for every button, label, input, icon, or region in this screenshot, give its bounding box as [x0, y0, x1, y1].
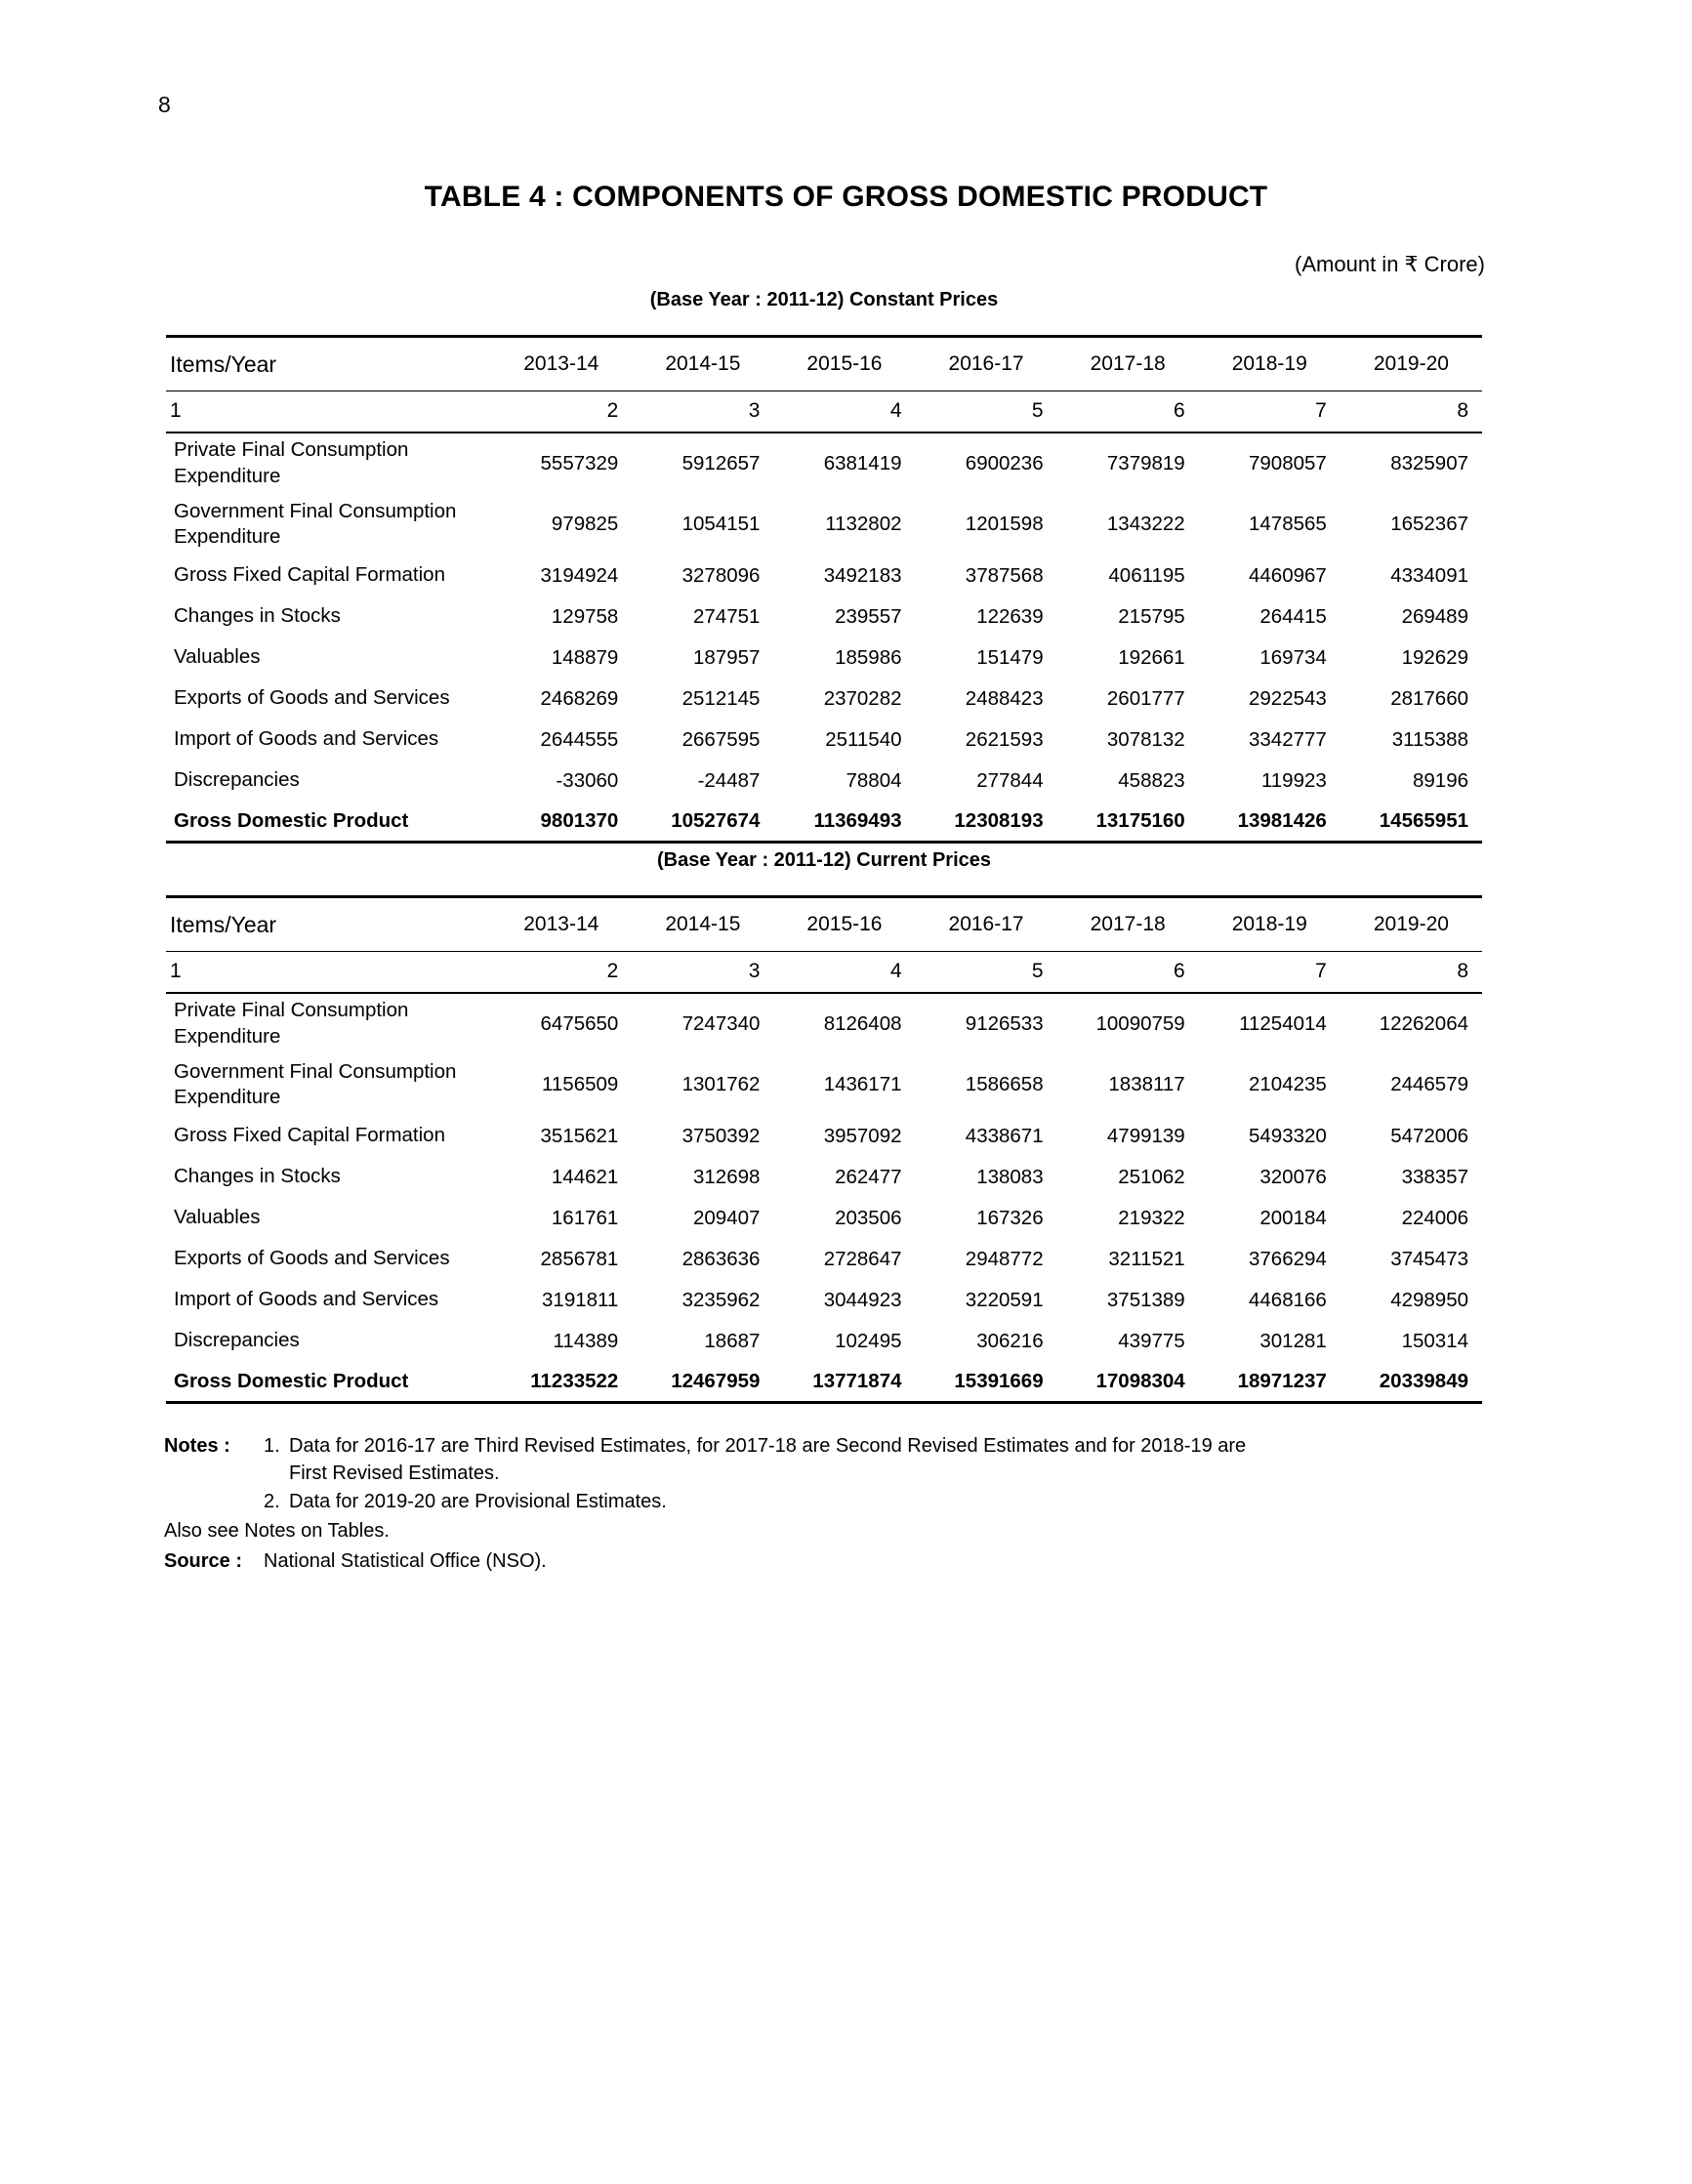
- data-cell: 13771874: [773, 1362, 915, 1403]
- data-cell: 2856781: [540, 1247, 619, 1270]
- data-cell: 169734: [1259, 645, 1327, 669]
- row-label: Import of Goods and Services: [174, 1288, 439, 1311]
- data-cell: 3492183: [823, 563, 902, 587]
- table-row: [166, 597, 1482, 638]
- column-number-1: 1: [166, 952, 490, 993]
- note-marker: 2.: [264, 1490, 280, 1512]
- data-cell: 4338671: [965, 1124, 1044, 1147]
- amount-unit-label: (Amount in ₹ Crore): [1295, 252, 1485, 276]
- data-cell: 12467959: [632, 1362, 773, 1403]
- data-cell: 3342777: [1248, 727, 1327, 751]
- gdp-table-constant-prices: [166, 335, 1482, 844]
- note-marker: 1.: [264, 1435, 280, 1457]
- column-header-year-2014-15: 2014-15: [632, 337, 773, 391]
- data-cell: 20339849: [1341, 1362, 1482, 1403]
- data-cell: 89196: [1412, 768, 1468, 792]
- data-cell: 1156509: [542, 1073, 619, 1095]
- data-cell: 2601777: [1106, 686, 1185, 710]
- data-cell: 3220591: [965, 1288, 1044, 1311]
- column-header-year-2018-19: 2018-19: [1199, 337, 1341, 391]
- data-cell: 1343222: [1106, 513, 1185, 535]
- row-label: Import of Goods and Services: [174, 727, 439, 751]
- gdp-table-current-prices: [166, 895, 1482, 1404]
- column-header-year-2015-16: 2015-16: [773, 337, 915, 391]
- data-cell: 161761: [551, 1206, 619, 1229]
- data-cell: -24487: [697, 768, 761, 792]
- column-number-5: 5: [916, 391, 1057, 433]
- data-cell: 3515621: [540, 1124, 619, 1147]
- column-number-7: 7: [1199, 952, 1341, 993]
- data-cell: 8126408: [823, 1011, 902, 1035]
- data-cell: 6900236: [965, 451, 1044, 474]
- data-cell: 2728647: [823, 1247, 902, 1270]
- column-header-year-2017-18: 2017-18: [1057, 897, 1199, 952]
- row-label: Gross Fixed Capital Formation: [174, 1124, 445, 1147]
- note-item: [264, 1432, 1492, 1460]
- data-cell: 338357: [1401, 1165, 1468, 1188]
- column-number-8: 8: [1341, 391, 1482, 433]
- data-cell: 320076: [1259, 1165, 1327, 1188]
- data-cell: 11254014: [1239, 1011, 1327, 1035]
- note-text: Data for 2016-17 are Third Revised Estimates, for 2017-18 are Second Revised Estimates and for 2018-19 are: [289, 1435, 1247, 1457]
- data-cell: 251062: [1118, 1165, 1185, 1188]
- column-header-year-2016-17: 2016-17: [916, 337, 1057, 391]
- data-cell: 122639: [976, 604, 1044, 628]
- data-cell: 2817660: [1390, 686, 1468, 710]
- page-title: TABLE 4 : COMPONENTS OF GROSS DOMESTIC PRODUCT: [424, 181, 1268, 213]
- data-cell: 10527674: [632, 802, 773, 843]
- data-cell: 167326: [976, 1206, 1044, 1229]
- data-cell: 2511540: [825, 727, 902, 751]
- row-label: Valuables: [174, 645, 261, 669]
- data-cell: 5493320: [1248, 1124, 1327, 1147]
- notes-block: [164, 1432, 1492, 1515]
- data-cell: 458823: [1118, 768, 1185, 792]
- table-header-years: [166, 337, 1482, 391]
- data-cell: 2488423: [965, 686, 1044, 710]
- data-cell: 7247340: [681, 1011, 761, 1035]
- row-label: Government Final Consumption Expenditure: [174, 1059, 457, 1108]
- data-cell: 14565951: [1341, 802, 1482, 843]
- data-cell: 4298950: [1390, 1288, 1468, 1311]
- data-cell: 215795: [1118, 604, 1185, 628]
- data-cell: 192629: [1401, 645, 1468, 669]
- data-cell: 10090759: [1095, 1011, 1185, 1035]
- row-label: Exports of Goods and Services: [174, 1247, 450, 1270]
- data-cell: 2512145: [681, 686, 761, 710]
- column-header-year-2015-16: 2015-16: [773, 897, 915, 952]
- column-number-4: 4: [773, 391, 915, 433]
- data-cell: 3957092: [823, 1124, 902, 1147]
- table-body-constant-prices: [166, 433, 1482, 843]
- data-cell: 264415: [1259, 604, 1327, 628]
- data-cell: 187957: [693, 645, 761, 669]
- data-cell: 11369493: [773, 802, 915, 843]
- row-label: Changes in Stocks: [174, 604, 341, 628]
- data-cell: 17098304: [1057, 1362, 1199, 1403]
- data-cell: 1838117: [1108, 1073, 1185, 1095]
- row-label: Exports of Goods and Services: [174, 686, 450, 710]
- table-row: [166, 1362, 1482, 1403]
- data-cell: 3211521: [1108, 1247, 1185, 1270]
- column-number-3: 3: [632, 952, 773, 993]
- column-header-year-2019-20: 2019-20: [1341, 897, 1482, 952]
- table-header-column-numbers: [166, 391, 1482, 433]
- data-cell: 5912657: [681, 451, 761, 474]
- data-cell: -33060: [556, 768, 619, 792]
- data-cell: 1478565: [1248, 513, 1327, 535]
- data-cell: 102495: [835, 1329, 902, 1352]
- row-label: Changes in Stocks: [174, 1165, 341, 1188]
- note-item: [264, 1488, 1492, 1515]
- data-cell: 78804: [846, 768, 902, 792]
- row-label: Discrepancies: [174, 768, 300, 792]
- data-cell: 129758: [551, 604, 619, 628]
- data-cell: 9801370: [490, 802, 632, 843]
- data-cell: 2667595: [681, 727, 761, 751]
- also-see-note: Also see Notes on Tables.: [164, 1520, 390, 1543]
- data-cell: 306216: [976, 1329, 1044, 1352]
- data-cell: 1132802: [825, 513, 902, 535]
- row-label: Gross Fixed Capital Formation: [174, 563, 445, 587]
- data-cell: 13175160: [1057, 802, 1199, 843]
- data-cell: 3194924: [540, 563, 619, 587]
- data-cell: 6381419: [823, 451, 902, 474]
- column-header-year-2014-15: 2014-15: [632, 897, 773, 952]
- data-cell: 3191811: [542, 1288, 619, 1311]
- data-cell: 262477: [835, 1165, 902, 1188]
- data-cell: 3750392: [681, 1124, 761, 1147]
- data-cell: 3787568: [965, 563, 1044, 587]
- data-cell: 2644555: [540, 727, 619, 751]
- data-cell: 269489: [1401, 604, 1468, 628]
- column-number-1: 1: [166, 391, 490, 433]
- data-cell: 4460967: [1248, 563, 1327, 587]
- table-row: [166, 433, 1482, 494]
- table-row: [166, 1116, 1482, 1157]
- data-cell: 144621: [551, 1165, 619, 1188]
- data-cell: 2370282: [823, 686, 902, 710]
- table-row: [166, 802, 1482, 843]
- data-cell: 2922543: [1248, 686, 1327, 710]
- column-number-5: 5: [916, 952, 1057, 993]
- data-cell: 7379819: [1106, 451, 1185, 474]
- column-number-7: 7: [1199, 391, 1341, 433]
- data-cell: 3044923: [823, 1288, 902, 1311]
- data-cell: 2863636: [681, 1247, 761, 1270]
- note-text: Data for 2019-20 are Provisional Estimates.: [289, 1490, 667, 1512]
- data-cell: 6475650: [540, 1011, 619, 1035]
- data-cell: 4334091: [1390, 563, 1468, 587]
- data-cell: 312698: [693, 1165, 761, 1188]
- table-row: [166, 1054, 1482, 1116]
- table-header-column-numbers: [166, 952, 1482, 993]
- table-body-current-prices: [166, 993, 1482, 1403]
- data-cell: 209407: [693, 1206, 761, 1229]
- data-cell: 11233522: [490, 1362, 632, 1403]
- column-number-4: 4: [773, 952, 915, 993]
- row-label: Discrepancies: [174, 1329, 300, 1352]
- column-header-items: Items/Year: [166, 897, 490, 952]
- data-cell: 192661: [1118, 645, 1185, 669]
- page-number: 8: [158, 92, 171, 117]
- table-row: [166, 679, 1482, 720]
- data-cell: 979825: [551, 513, 619, 535]
- data-cell: 5472006: [1390, 1124, 1468, 1147]
- data-cell: 18687: [704, 1329, 761, 1352]
- data-cell: 3235962: [681, 1288, 761, 1311]
- data-cell: 224006: [1401, 1206, 1468, 1229]
- data-cell: 1301762: [681, 1073, 761, 1095]
- table-row: [166, 993, 1482, 1054]
- row-label: Valuables: [174, 1206, 261, 1229]
- note-continuation: First Revised Estimates.: [289, 1463, 500, 1485]
- data-cell: 239557: [835, 604, 902, 628]
- data-cell: 5557329: [540, 451, 619, 474]
- row-label: Gross Domestic Product: [166, 1362, 490, 1403]
- column-header-year-2017-18: 2017-18: [1057, 337, 1199, 391]
- data-cell: 277844: [976, 768, 1044, 792]
- table-subtitle-constant-prices: (Base Year : 2011-12) Constant Prices: [649, 289, 999, 310]
- column-header-year-2019-20: 2019-20: [1341, 337, 1482, 391]
- row-label: Government Final Consumption Expenditure: [174, 499, 457, 548]
- footer-notes: [164, 1432, 1492, 1575]
- table-row: [166, 494, 1482, 556]
- row-label: Private Final Consumption Expenditure: [174, 999, 409, 1048]
- data-cell: 18971237: [1199, 1362, 1341, 1403]
- data-cell: 7908057: [1248, 451, 1327, 474]
- column-number-3: 3: [632, 391, 773, 433]
- table-row: [166, 1239, 1482, 1280]
- data-cell: 12308193: [916, 802, 1057, 843]
- data-cell: 301281: [1259, 1329, 1327, 1352]
- table-row: [166, 720, 1482, 761]
- row-label: Private Final Consumption Expenditure: [174, 438, 409, 487]
- column-number-2: 2: [490, 952, 632, 993]
- data-cell: 2621593: [965, 727, 1044, 751]
- table-row: [166, 1198, 1482, 1239]
- table-header-years: [166, 897, 1482, 952]
- data-cell: 274751: [693, 604, 761, 628]
- data-cell: 151479: [976, 645, 1044, 669]
- source-value: National Statistical Office (NSO).: [264, 1549, 547, 1572]
- source-label: Source :: [164, 1549, 243, 1572]
- data-cell: 2468269: [540, 686, 619, 710]
- column-header-year-2013-14: 2013-14: [490, 897, 632, 952]
- data-cell: 2104235: [1248, 1073, 1327, 1095]
- data-cell: 4061195: [1108, 563, 1185, 587]
- data-cell: 13981426: [1199, 802, 1341, 843]
- data-cell: 4468166: [1248, 1288, 1327, 1311]
- data-cell: 3278096: [681, 563, 761, 587]
- data-cell: 114389: [553, 1329, 619, 1352]
- data-cell: 3078132: [1106, 727, 1185, 751]
- table-row: [166, 761, 1482, 802]
- data-cell: 219322: [1118, 1206, 1185, 1229]
- notes-list: [264, 1432, 1492, 1515]
- column-number-6: 6: [1057, 391, 1199, 433]
- data-cell: 15391669: [916, 1362, 1057, 1403]
- table-row: [166, 1157, 1482, 1198]
- table-section-constant-prices: [166, 289, 1482, 844]
- table-row: [166, 638, 1482, 679]
- row-label: Gross Domestic Product: [166, 802, 490, 843]
- data-cell: 203506: [835, 1206, 902, 1229]
- column-header-year-2018-19: 2018-19: [1199, 897, 1341, 952]
- data-cell: 439775: [1118, 1329, 1185, 1352]
- column-number-8: 8: [1341, 952, 1482, 993]
- column-header-items: Items/Year: [166, 337, 490, 391]
- data-cell: 2948772: [965, 1247, 1044, 1270]
- data-cell: 3745473: [1390, 1247, 1468, 1270]
- data-cell: 1201598: [965, 513, 1044, 535]
- data-cell: 3751389: [1106, 1288, 1185, 1311]
- table-row: [166, 556, 1482, 597]
- data-cell: 200184: [1259, 1206, 1327, 1229]
- data-cell: 2446579: [1390, 1073, 1468, 1095]
- table-row: [166, 1321, 1482, 1362]
- column-number-6: 6: [1057, 952, 1199, 993]
- data-cell: 12262064: [1379, 1011, 1468, 1035]
- data-cell: 3115388: [1391, 727, 1468, 751]
- data-cell: 138083: [976, 1165, 1044, 1188]
- notes-label: Notes :: [164, 1435, 230, 1457]
- table-subtitle-current-prices: (Base Year : 2011-12) Current Prices: [656, 849, 992, 871]
- data-cell: 1652367: [1390, 513, 1468, 535]
- data-cell: 4799139: [1106, 1124, 1185, 1147]
- data-cell: 1586658: [965, 1073, 1044, 1095]
- source-block: [164, 1547, 1492, 1575]
- data-cell: 8325907: [1390, 451, 1468, 474]
- column-header-year-2013-14: 2013-14: [490, 337, 632, 391]
- data-cell: 1054151: [681, 513, 761, 535]
- data-cell: 185986: [835, 645, 902, 669]
- data-cell: 150314: [1401, 1329, 1468, 1352]
- table-section-current-prices: [166, 849, 1482, 1404]
- data-cell: 148879: [551, 645, 619, 669]
- data-cell: 3766294: [1248, 1247, 1327, 1270]
- table-row: [166, 1280, 1482, 1321]
- data-cell: 119923: [1260, 768, 1327, 792]
- data-cell: 9126533: [965, 1011, 1044, 1035]
- column-header-year-2016-17: 2016-17: [916, 897, 1057, 952]
- column-number-2: 2: [490, 391, 632, 433]
- data-cell: 1436171: [823, 1073, 902, 1095]
